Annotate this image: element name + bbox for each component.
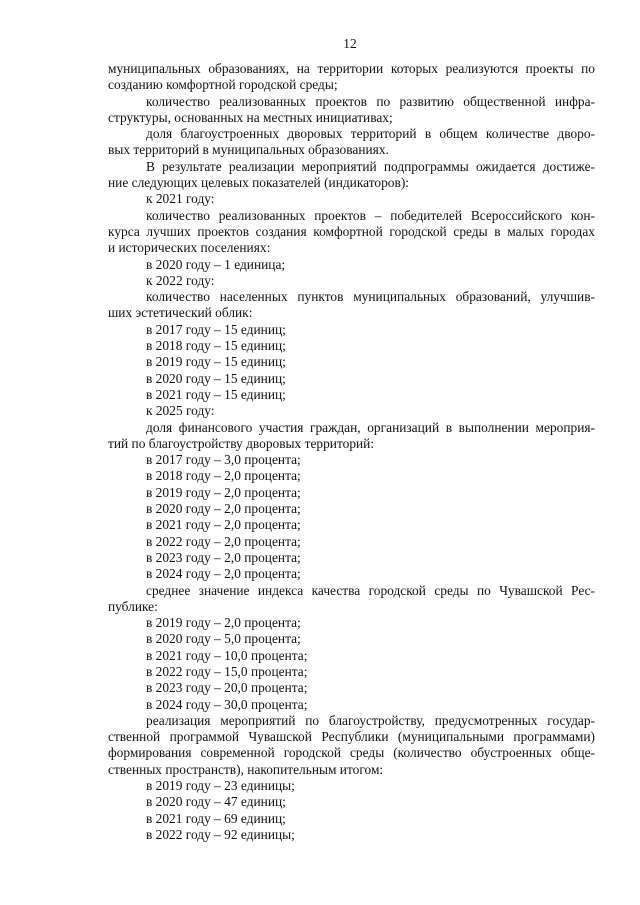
text-line: в 2019 году – 23 единицы; [146, 778, 295, 794]
text-line: в 2022 году – 2,0 процента; [146, 533, 301, 549]
text-line: ственных пространств), накопительным итогом: [108, 761, 384, 777]
text-line: формирования современной городской среды (количество обустроенных обще- [108, 745, 595, 761]
text-line: в 2022 году – 92 единицы; [146, 826, 295, 842]
text-line: в 2020 году – 2,0 процента; [146, 501, 301, 517]
text-line: ние следующих целевых показателей (индикаторов): [108, 175, 410, 191]
text-line: доля благоустроенных дворовых территорий в общем количестве дворо- [146, 126, 595, 142]
text-line: курса лучших проектов создания комфортной городской среды в малых городах [108, 223, 595, 239]
text-line: в 2017 году – 3,0 процента; [146, 452, 301, 468]
text-line: в 2023 году – 2,0 процента; [146, 549, 301, 565]
page-number: 12 [343, 36, 357, 51]
text-line: вых территорий в муниципальных образованиях. [108, 142, 389, 158]
text-line: к 2021 году: [146, 191, 215, 207]
text-line: среднее значение индекса качества городской среды по Чувашской Рес- [146, 582, 595, 598]
text-line: в 2024 году – 30,0 процента; [146, 696, 308, 712]
text-line: структуры, основанных на местных инициативах; [108, 109, 393, 125]
text-line: количество реализованных проектов – победителей Всероссийского кон- [146, 207, 595, 223]
text-line: в 2021 году – 69 единиц; [146, 810, 286, 826]
text-line: в 2019 году – 2,0 процента; [146, 615, 301, 631]
text-line: в 2018 году – 2,0 процента; [146, 468, 301, 484]
document-body [108, 61, 595, 843]
text-line: тий по благоустройству дворовых территорий: [108, 435, 375, 451]
text-line: в 2021 году – 15 единиц; [146, 386, 286, 402]
text-line: ственной программой Чувашской Республики (муниципальными программами) [108, 729, 595, 745]
text-line: в 2024 году – 2,0 процента; [146, 566, 301, 582]
text-line: в 2018 году – 15 единиц; [146, 338, 286, 354]
text-line: и исторических поселениях: [108, 240, 271, 256]
text-line: в 2019 году – 15 единиц; [146, 354, 286, 370]
text-line: в 2020 году – 15 единиц; [146, 370, 286, 386]
text-line: в 2020 году – 47 единиц; [146, 794, 286, 810]
text-line: к 2022 году: [146, 272, 215, 288]
text-line: публике: [108, 598, 158, 614]
text-line: реализация мероприятий по благоустройству, предусмотренных государ- [146, 712, 595, 728]
text-line: доля финансового участия граждан, организаций в выполнении мероприя- [146, 419, 595, 435]
text-line: в 2022 году – 15,0 процента; [146, 663, 308, 679]
text-line: в 2017 году – 15 единиц; [146, 321, 286, 337]
text-line: количество населенных пунктов муниципальных образований, улучшив- [146, 289, 595, 305]
text-line: к 2025 году: [146, 403, 215, 419]
text-line: созданию комфортной городской среды; [108, 77, 338, 93]
text-line: в 2019 году – 2,0 процента; [146, 484, 301, 500]
text-line: количество реализованных проектов по развитию общественной инфра- [146, 93, 595, 109]
text-line: в 2021 году – 10,0 процента; [146, 647, 308, 663]
text-line: в 2020 году – 5,0 процента; [146, 631, 301, 647]
text-line: ших эстетический облик: [108, 305, 253, 321]
text-line: в 2023 году – 20,0 процента; [146, 680, 308, 696]
text-line: муниципальных образованиях, на территории которых реализуются проекты по [108, 61, 595, 76]
text-line: в 2020 году – 1 единица; [146, 256, 286, 272]
text-line: в 2021 году – 2,0 процента; [146, 517, 301, 533]
text-line: В результате реализации мероприятий подпрограммы ожидается достиже- [146, 158, 595, 174]
